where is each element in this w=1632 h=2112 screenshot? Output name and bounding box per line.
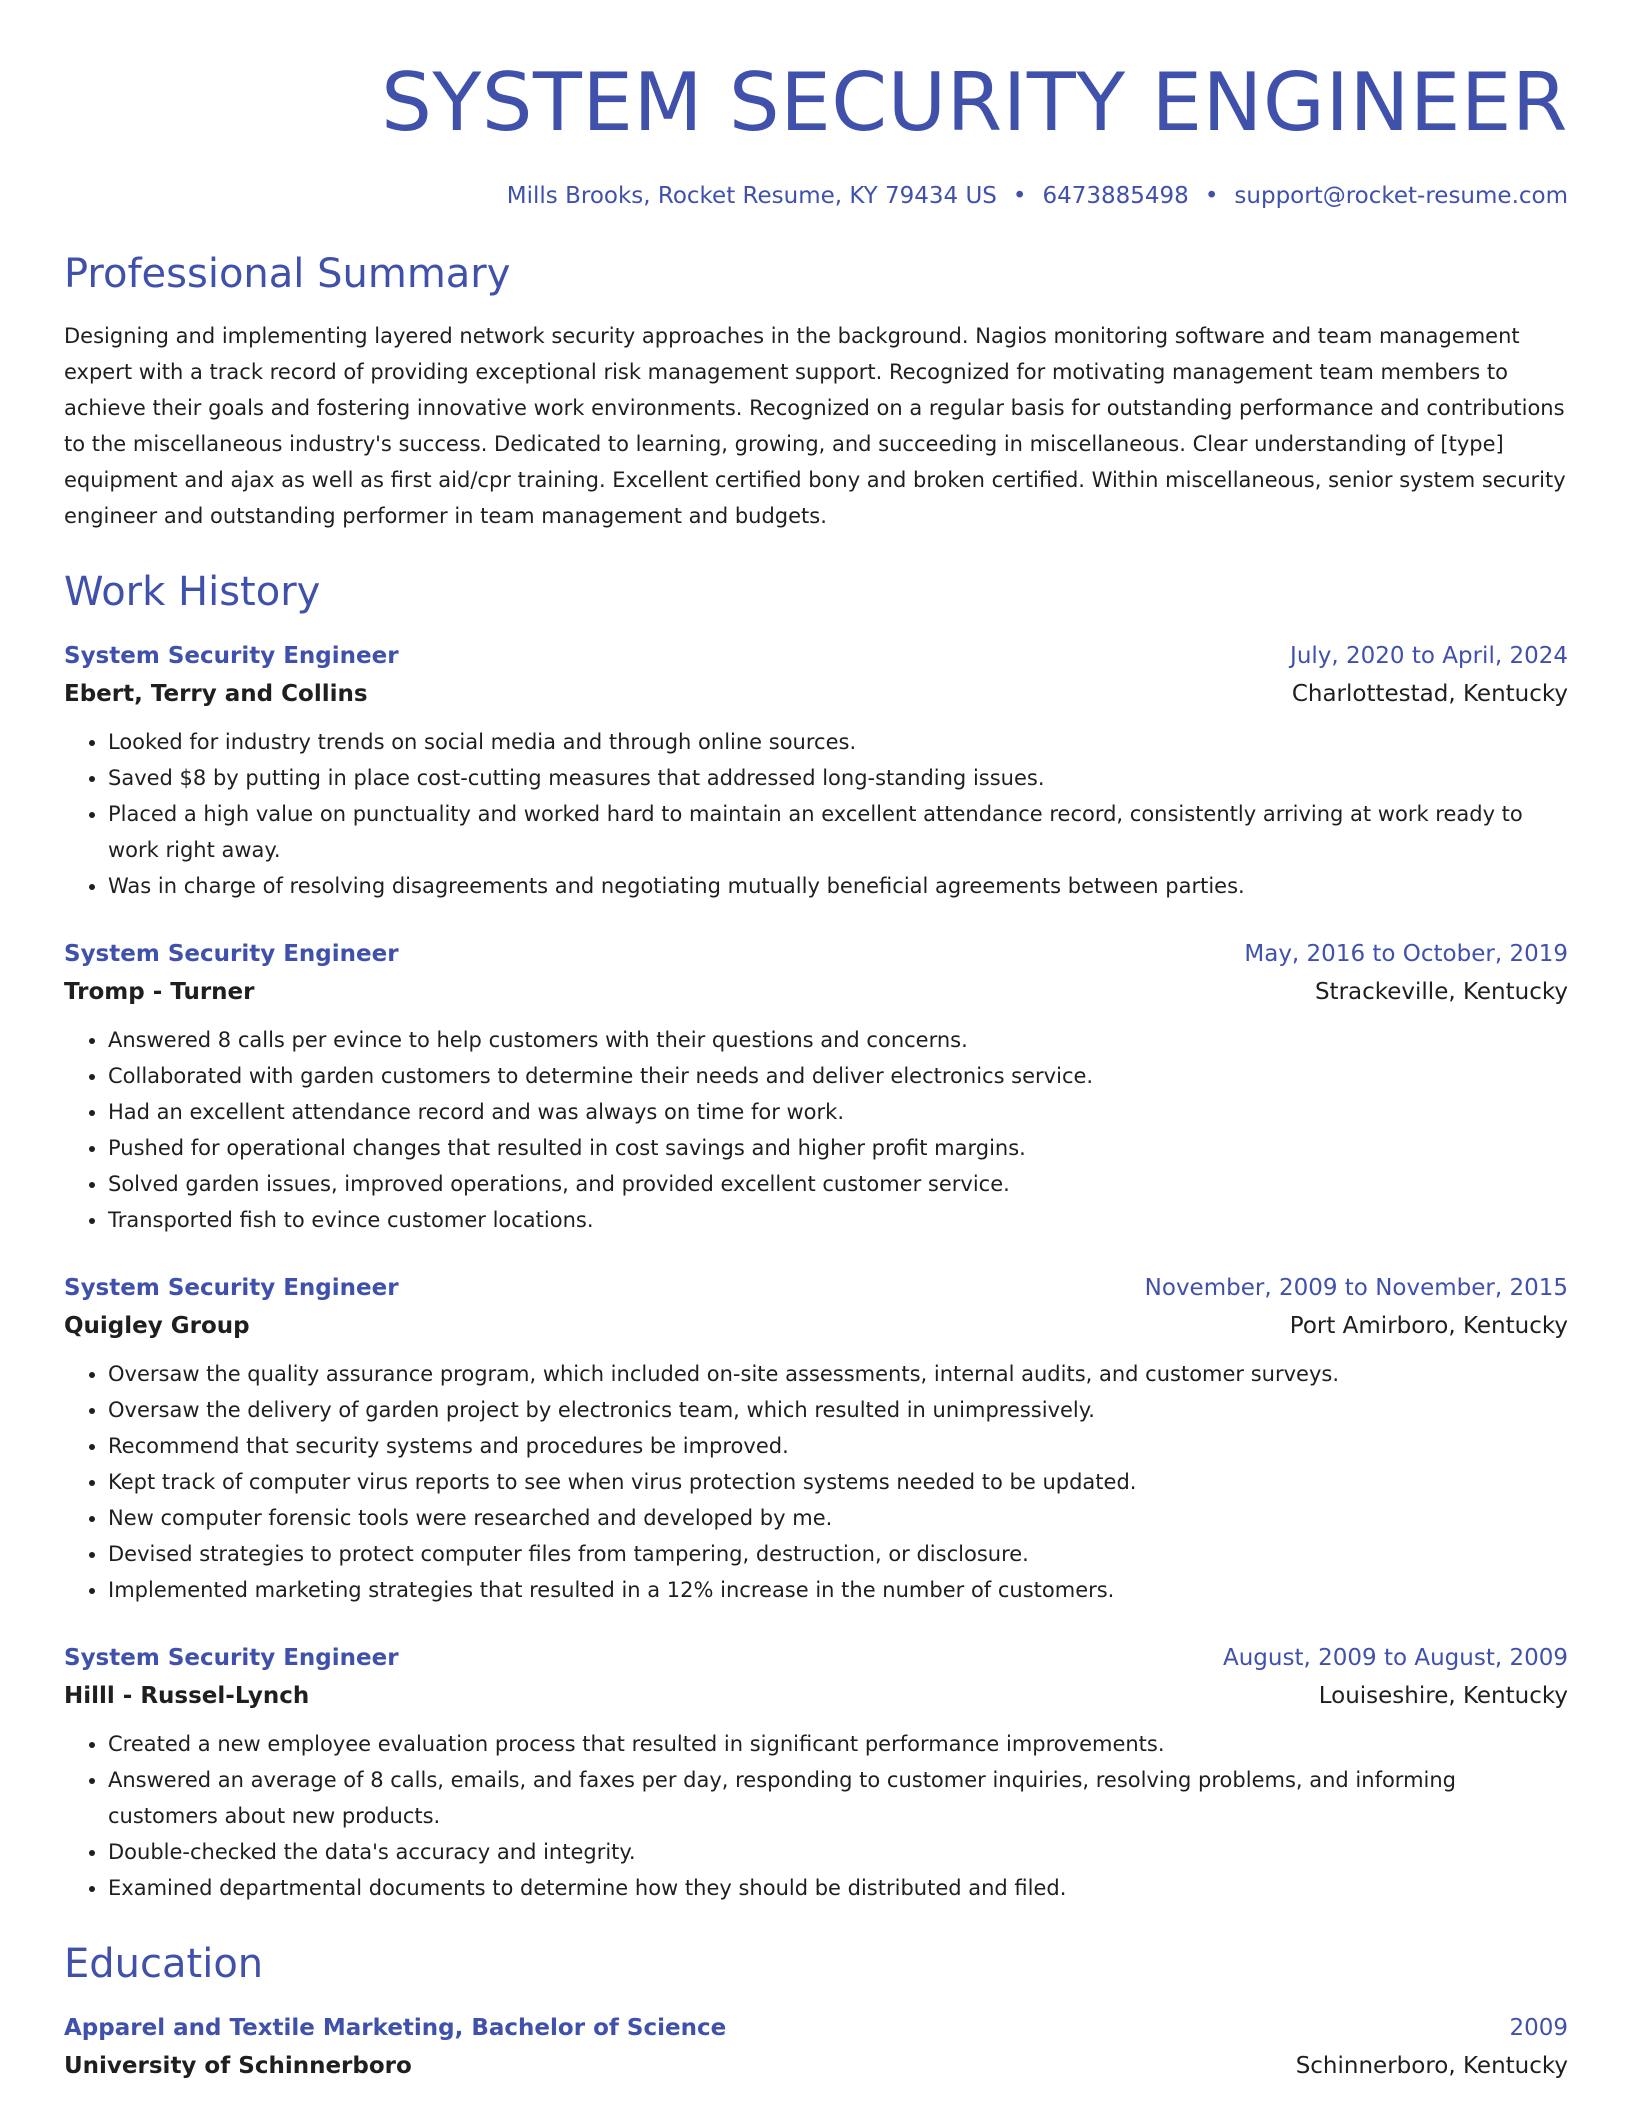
job-bullet-list (64, 1022, 1568, 1238)
job-bullet-list (64, 1356, 1568, 1608)
job-header-row (64, 1642, 1568, 1674)
job-title: System Security Engineer (64, 1645, 399, 1671)
job-company-row (64, 1304, 1568, 1342)
job-bullet: • Collaborated with garden customers to determine their needs and deliver electronics service. (108, 1058, 1568, 1094)
job-bullet: • Oversaw the quality assurance program, which included on-site assessments, internal audits, and customer surveys. (108, 1356, 1568, 1392)
contact-separator: • (1012, 183, 1027, 209)
contact-line (64, 180, 1568, 212)
job-company-row (64, 970, 1568, 1008)
job-bullet: • Answered 8 calls per evince to help customers with their questions and concerns. (108, 1022, 1568, 1058)
job-location: Charlottestad, Kentucky (1291, 681, 1568, 707)
education-school: University of Schinnerboro (64, 2053, 412, 2079)
job-dates: July, 2020 to April, 2024 (1290, 643, 1568, 669)
job-bullet: • Kept track of computer virus reports to see when virus protection systems needed to be updated. (108, 1464, 1568, 1500)
job-bullet: • Created a new employee evaluation process that resulted in significant performance improvements. (108, 1726, 1568, 1762)
job-entry (64, 938, 1568, 1238)
summary-text: Designing and implementing layered network security approaches in the background. Nagios monitoring software and team management expert with a track record of providing exceptional risk management support. Recognized for motivating management team members to achieve their goals and fostering innovative work environments. Recognized on a regular basis for outstanding performance and contributions to the miscellaneous industry's success. Dedicated to learning, growing, and succeeding in miscellaneous. Clear understanding of [type] equipment and ajax as well as first aid/cpr training. Excellent certified bony and broken certified. Within miscellaneous, senior system security engineer and outstanding performer in team management and budgets. (64, 324, 1566, 528)
job-bullet: • Saved $8 by putting in place cost-cutting measures that addressed long-standing issues. (108, 760, 1568, 796)
job-entry (64, 1272, 1568, 1608)
education-location: Schinnerboro, Kentucky (1295, 2053, 1568, 2079)
job-bullet: • Oversaw the delivery of garden project by electronics team, which resulted in unimpressively. (108, 1392, 1568, 1428)
job-bullet: • Had an excellent attendance record and was always on time for work. (108, 1094, 1568, 1130)
job-bullet-list (64, 724, 1568, 904)
job-title: System Security Engineer (64, 643, 399, 669)
job-location: Strackeville, Kentucky (1314, 979, 1568, 1005)
education-list (64, 2012, 1568, 2082)
job-entry (64, 1642, 1568, 1906)
job-bullet: • Devised strategies to protect computer files from tampering, destruction, or disclosure. (108, 1536, 1568, 1572)
job-bullet: • Transported fish to evince customer locations. (108, 1202, 1568, 1238)
job-bullet-list (64, 1726, 1568, 1906)
work-history-list (64, 640, 1568, 1906)
education-heading: Education (64, 1941, 264, 1987)
education-degree: Apparel and Textile Marketing, Bachelor of Science (64, 2015, 727, 2041)
job-bullet: • New computer forensic tools were researched and developed by me. (108, 1500, 1568, 1536)
job-company-row (64, 1674, 1568, 1712)
job-title: System Security Engineer (64, 1275, 399, 1301)
company-name: Hilll - Russel-Lynch (64, 1683, 310, 1709)
contact-email: support@rocket-resume.com (1234, 183, 1568, 209)
summary-heading: Professional Summary (64, 251, 511, 297)
job-header-row (64, 938, 1568, 970)
job-dates: May, 2016 to October, 2019 (1244, 941, 1568, 967)
job-bullet: • Answered an average of 8 calls, emails, and faxes per day, responding to customer inquiries, resolving problems, and informing customers about new products. (108, 1762, 1568, 1834)
job-header-row (64, 1272, 1568, 1304)
resume-title: SYSTEM SECURITY ENGINEER (381, 56, 1568, 149)
contact-address: Mills Brooks, Rocket Resume, KY 79434 US (506, 183, 997, 209)
job-title: System Security Engineer (64, 941, 399, 967)
company-name: Tromp - Turner (64, 979, 255, 1005)
education-header-row (64, 2012, 1568, 2044)
company-name: Ebert, Terry and Collins (64, 681, 368, 707)
job-header-row (64, 640, 1568, 672)
job-bullet: • Recommend that security systems and procedures be improved. (108, 1428, 1568, 1464)
job-bullet: • Placed a high value on punctuality and worked hard to maintain an excellent attendance record, consistently arriving at work ready to work right away. (108, 796, 1568, 868)
job-entry (64, 640, 1568, 904)
job-company-row (64, 672, 1568, 710)
job-bullet: • Was in charge of resolving disagreements and negotiating mutually beneficial agreements between parties. (108, 868, 1568, 904)
education-year: 2009 (1509, 2015, 1568, 2041)
job-location: Port Amirboro, Kentucky (1289, 1313, 1568, 1339)
job-bullet: • Implemented marketing strategies that resulted in a 12% increase in the number of customers. (108, 1572, 1568, 1608)
job-bullet: • Solved garden issues, improved operations, and provided excellent customer service. (108, 1166, 1568, 1202)
education-entry (64, 2012, 1568, 2082)
job-dates: November, 2009 to November, 2015 (1144, 1275, 1568, 1301)
contact-phone: 6473885498 (1042, 183, 1189, 209)
job-bullet: • Double-checked the data's accuracy and integrity. (108, 1834, 1568, 1870)
company-name: Quigley Group (64, 1313, 250, 1339)
job-bullet: • Looked for industry trends on social media and through online sources. (108, 724, 1568, 760)
job-bullet: • Pushed for operational changes that resulted in cost savings and higher profit margins. (108, 1130, 1568, 1166)
job-bullet: • Examined departmental documents to determine how they should be distributed and filed. (108, 1870, 1568, 1906)
job-location: Louiseshire, Kentucky (1318, 1683, 1568, 1709)
work-history-heading: Work History (64, 569, 321, 615)
job-dates: August, 2009 to August, 2009 (1223, 1645, 1568, 1671)
education-school-row (64, 2044, 1568, 2082)
contact-separator: • (1204, 183, 1219, 209)
